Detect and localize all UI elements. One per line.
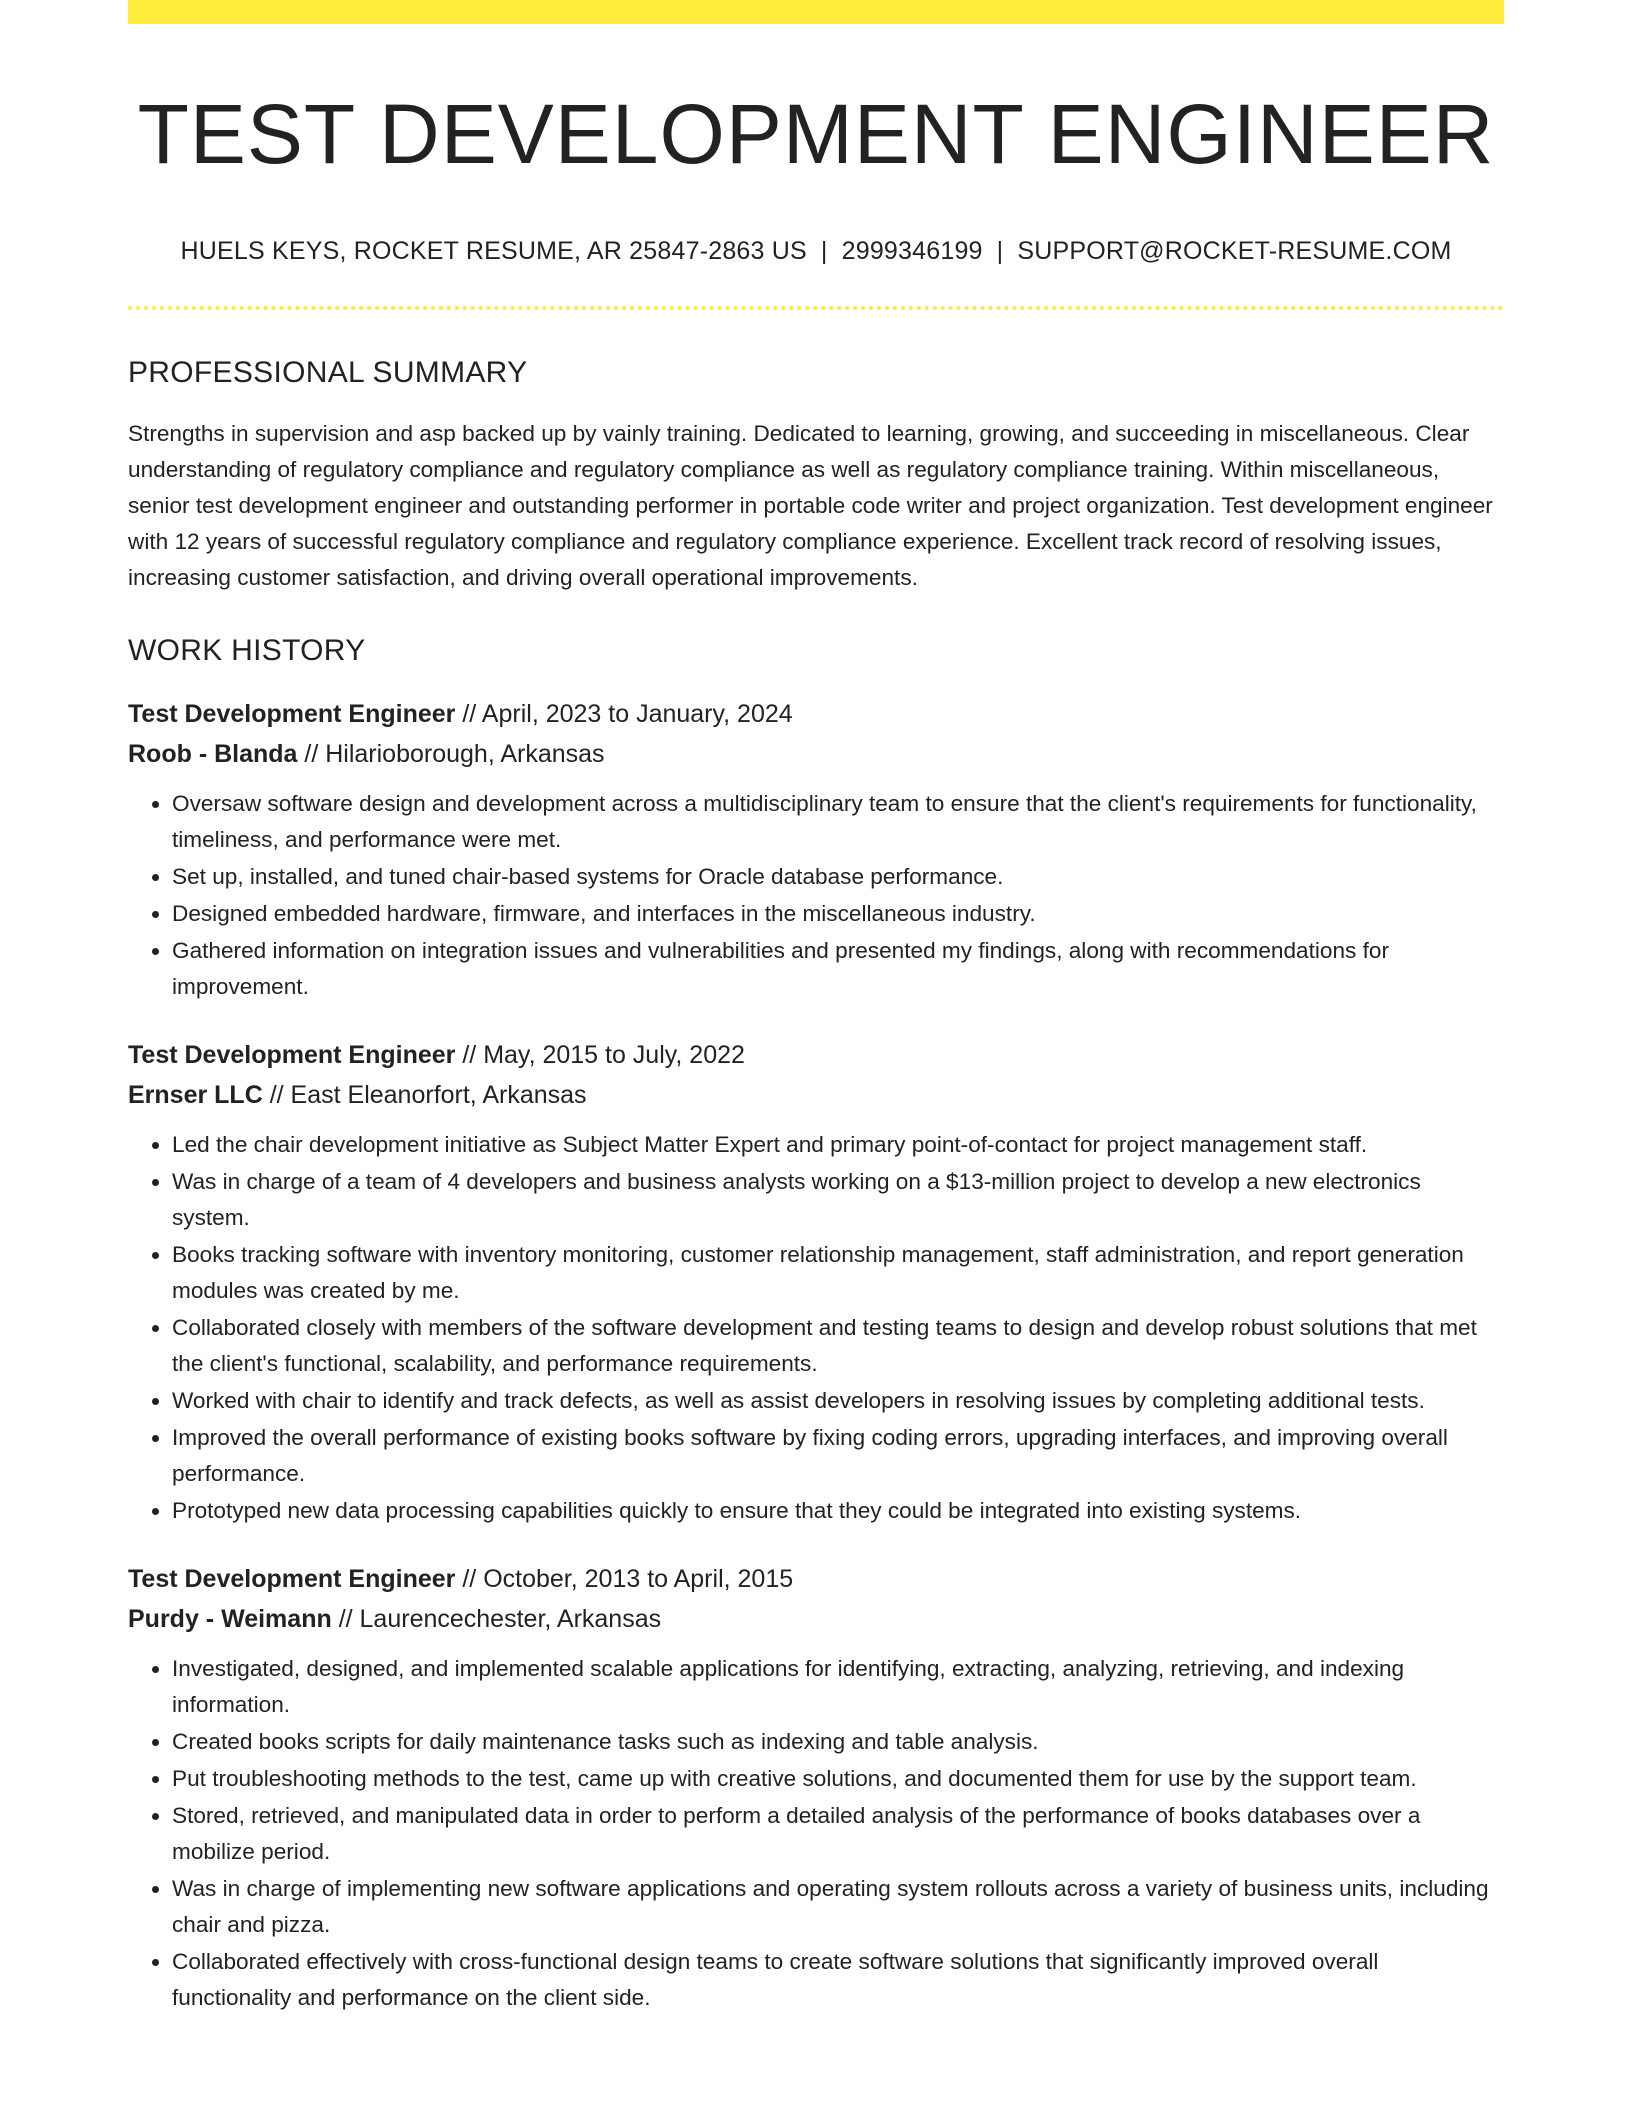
job-bullet: • Led the chair development initiative as Subject Matter Expert and primary point-of-contact for project management staff. (172, 1127, 1504, 1163)
job-bullet: • Collaborated effectively with cross-functional design teams to create software solutions that significantly improved overall functionality and performance on the client side. (172, 1944, 1504, 2016)
job-bullet: • Gathered information on integration issues and vulnerabilities and presented my findings, along with recommendations for improvement. (172, 933, 1504, 1005)
job-dates: // April, 2023 to January, 2024 (455, 699, 793, 728)
job-company-line (128, 1599, 1504, 1639)
job-location: // Laurencechester, Arkansas (331, 1604, 662, 1633)
job-bullet: • Investigated, designed, and implemented scalable applications for identifying, extracting, analyzing, retrieving, and indexing information. (172, 1651, 1504, 1723)
email[interactable]: SUPPORT@ROCKET-RESUME.COM (1017, 236, 1452, 265)
job-bullet: • Books tracking software with inventory monitoring, customer relationship management, staff administration, and report generation modules was created by me. (172, 1237, 1504, 1309)
job-title-line (128, 1035, 1504, 1075)
job-dates: // May, 2015 to July, 2022 (455, 1040, 745, 1069)
job-bullets (128, 786, 1504, 1005)
job-title-line (128, 1559, 1504, 1599)
job-company-line (128, 1075, 1504, 1115)
summary-text: Strengths in supervision and asp backed up by vainly training. Dedicated to learning, growing, and succeeding in miscellaneous. Clear understanding of regulatory compliance and regulatory compliance as well as regulatory compliance training. Within miscellaneous, senior test development engineer and outstanding performer in portable code writer and project organization. Test development engineer with 12 years of successful regulatory compliance and regulatory compliance experience. Excellent track record of resolving issues, increasing customer satisfaction, and driving overall operational improvements. (128, 420, 1493, 590)
job-bullet: • Oversaw software design and development across a multidisciplinary team to ensure that the client's requirements for functionality, timeliness, and performance were met. (172, 786, 1504, 858)
job-entry (128, 1559, 1504, 2016)
job-title: Test Development Engineer (128, 1564, 456, 1593)
summary-heading: PROFESSIONAL SUMMARY (128, 355, 528, 389)
top-accent-bar (128, 0, 1504, 24)
job-entry (128, 694, 1504, 1005)
contact-line (128, 237, 1504, 266)
job-bullet: • Was in charge of implementing new software applications and operating system rollouts across a variety of business units, including chair and pizza. (172, 1871, 1504, 1943)
job-company-line (128, 734, 1504, 774)
address: HUELS KEYS, ROCKET RESUME, AR 25847-2863 US (180, 236, 807, 265)
job-title: Test Development Engineer (128, 699, 456, 728)
job-entry (128, 1035, 1504, 1529)
job-title: Test Development Engineer (128, 1040, 456, 1069)
work-history-heading: WORK HISTORY (128, 633, 366, 667)
job-company: Roob - Blanda (128, 739, 298, 768)
job-bullet: • Designed embedded hardware, firmware, and interfaces in the miscellaneous industry. (172, 896, 1504, 932)
separator: | (996, 236, 1004, 265)
resume-title: TEST DEVELOPMENT ENGINEER (137, 87, 1495, 181)
job-bullets (128, 1651, 1504, 2016)
job-bullet: • Created books scripts for daily maintenance tasks such as indexing and table analysis. (172, 1724, 1504, 1760)
job-bullet: • Prototyped new data processing capabilities quickly to ensure that they could be integrated into existing systems. (172, 1493, 1504, 1529)
dotted-divider (128, 306, 1504, 310)
job-bullet: • Was in charge of a team of 4 developers and business analysts working on a $13-million project to develop a new electronics system. (172, 1164, 1504, 1236)
job-bullets (128, 1127, 1504, 1529)
phone[interactable]: 2999346199 (841, 236, 983, 265)
separator: | (820, 236, 828, 265)
job-company: Purdy - Weimann (128, 1604, 332, 1633)
job-bullet: • Set up, installed, and tuned chair-based systems for Oracle database performance. (172, 859, 1504, 895)
resume-page (128, 0, 1504, 2017)
job-bullet: • Stored, retrieved, and manipulated data in order to perform a detailed analysis of the performance of books databases over a mobilize period. (172, 1798, 1504, 1870)
job-location: // Hilarioborough, Arkansas (297, 739, 605, 768)
job-title-line (128, 694, 1504, 734)
job-bullet: • Collaborated closely with members of the software development and testing teams to design and develop robust solutions that met the client's functional, scalability, and performance requirements. (172, 1310, 1504, 1382)
job-bullet: • Worked with chair to identify and track defects, as well as assist developers in resolving issues by completing additional tests. (172, 1383, 1504, 1419)
job-company: Ernser LLC (128, 1080, 263, 1109)
job-location: // East Eleanorfort, Arkansas (262, 1080, 587, 1109)
job-bullet: • Improved the overall performance of existing books software by fixing coding errors, upgrading interfaces, and improving overall performance. (172, 1420, 1504, 1492)
job-dates: // October, 2013 to April, 2015 (455, 1564, 794, 1593)
job-bullet: • Put troubleshooting methods to the test, came up with creative solutions, and documented them for use by the support team. (172, 1761, 1504, 1797)
